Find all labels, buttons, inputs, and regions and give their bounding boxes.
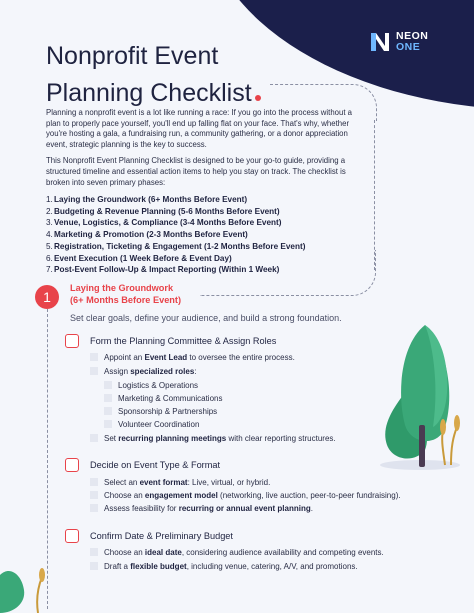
phases-list [46, 194, 305, 276]
phase-list-item: 2.Budgeting & Revenue Planning (5-6 Months Before Event) [46, 206, 280, 216]
section-checkbox[interactable] [65, 458, 79, 472]
checklist-item[interactable]: Choose an engagement model (networking, live auction, peer-to-peer fundraising). [90, 491, 401, 501]
item-checkbox[interactable] [90, 562, 98, 570]
phase-list-item: 5.Registration, Ticketing & Engagement (1-2 Months Before Event) [46, 241, 306, 251]
neon-one-logo[interactable] [368, 29, 428, 55]
role-item[interactable]: Marketing & Communications [118, 394, 222, 403]
section-checkbox[interactable] [65, 334, 79, 348]
intro-text [46, 108, 362, 194]
title-line-2: Planning Checklist [46, 79, 252, 107]
role-item[interactable]: Logistics & Operations [118, 381, 198, 390]
title-dot [255, 95, 261, 101]
item-checkbox[interactable] [104, 381, 112, 389]
phase-list-item: 4.Marketing & Promotion (2-3 Months Before Event) [46, 230, 248, 240]
section-title: Decide on Event Type & Format [90, 460, 221, 470]
logo-text-one: ONE [396, 41, 421, 53]
item-checkbox[interactable] [90, 491, 98, 499]
tree-illustration [375, 315, 470, 475]
section-checkbox[interactable] [65, 529, 79, 543]
bush-illustration [0, 545, 60, 613]
dashed-path-right [374, 120, 375, 270]
checklist-item[interactable]: Assign specialized roles: [90, 367, 197, 377]
logo-text-neon: NEON [396, 30, 429, 42]
phase-1-number-badge: 1 [35, 285, 59, 309]
checklist-item[interactable]: Set recurring planning meetings with clear reporting structures. [90, 434, 336, 444]
role-item[interactable]: Volunteer Coordination [118, 420, 199, 429]
item-checkbox[interactable] [104, 420, 112, 428]
intro-paragraph-1: Planning a nonprofit event is a lot like running a race: If you go into the process without a plan to properly pace yourself, you'll end up falling flat on your face. That's why, whether you're hosting a gala, a fundraising run, a community gathering, or a donor appreciation event, strategic planning is the key to success. [46, 108, 352, 149]
phase-list-item: 6.Event Execution (1 Week Before & Event Day) [46, 253, 232, 263]
item-checkbox[interactable] [90, 504, 98, 512]
page-title [46, 38, 261, 112]
section-title: Form the Planning Committee & Assign Roles [90, 336, 277, 346]
item-checkbox[interactable] [90, 367, 98, 375]
phase-1-title [70, 283, 181, 306]
phase-1-title-line-2: (6+ Months Before Event) [70, 294, 182, 305]
item-checkbox[interactable] [90, 353, 98, 361]
phase-list-item: 3.Venue, Logistics, & Compliance (3-4 Months Before Event) [46, 218, 282, 228]
item-checkbox[interactable] [104, 407, 112, 415]
phase-1-description: Set clear goals, define your audience, and build a strong foundation. [70, 313, 342, 323]
section-title: Confirm Date & Preliminary Budget [90, 531, 233, 541]
item-checkbox[interactable] [90, 434, 98, 442]
role-item[interactable]: Sponsorship & Partnerships [118, 407, 217, 416]
checklist-item[interactable]: Choose an ideal date, considering audience availability and competing events. [90, 548, 384, 558]
neon-one-logo-icon [368, 29, 392, 55]
checklist-item[interactable]: Appoint an Event Lead to oversee the entire process. [90, 353, 295, 363]
phase-1-title-line-1: Laying the Groundwork [70, 283, 174, 293]
item-checkbox[interactable] [90, 478, 98, 486]
checklist-item[interactable]: Select an event format: Live, virtual, or hybrid. [90, 478, 270, 488]
item-checkbox[interactable] [104, 394, 112, 402]
title-line-1: Nonprofit Event [46, 42, 219, 70]
phase-list-item: 7.Post-Event Follow-Up & Impact Reporting (Within 1 Week) [46, 265, 280, 275]
item-checkbox[interactable] [90, 548, 98, 556]
checklist-item[interactable]: Assess feasibility for recurring or annual event planning. [90, 504, 313, 514]
checklist-item[interactable]: Draft a flexible budget, including venue, catering, A/V, and promotions. [90, 562, 358, 572]
phase-list-item: 1.Laying the Groundwork (6+ Months Before Event) [46, 195, 248, 204]
intro-paragraph-2: This Nonprofit Event Planning Checklist is designed to be your go-to guide, providing a structured timeline and essential action items to help you stay on track. The checklist is broken into seven primary phases: [46, 156, 346, 187]
